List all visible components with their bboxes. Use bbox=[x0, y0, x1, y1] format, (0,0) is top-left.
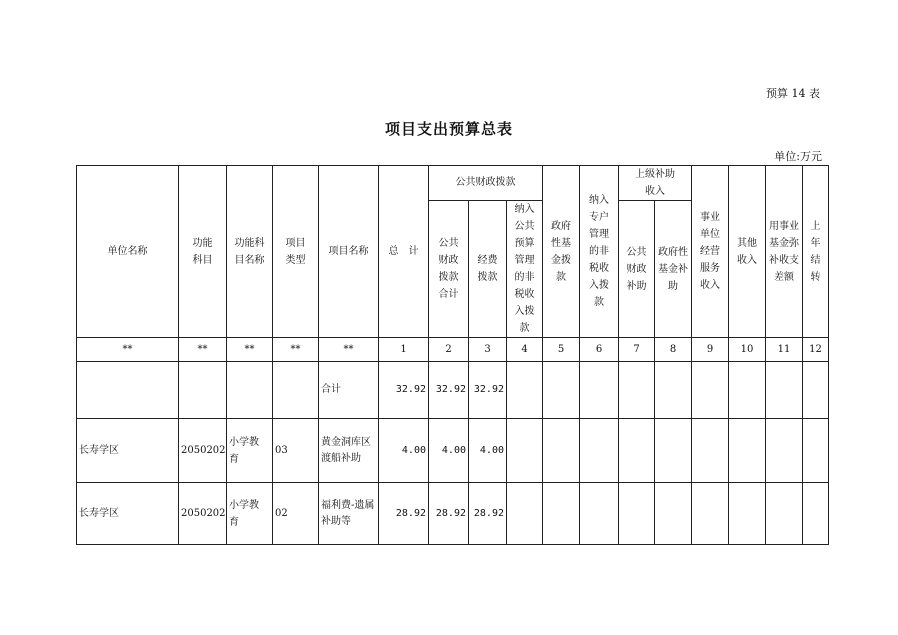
cell-func-name: 小学教育 bbox=[227, 483, 273, 545]
unit-label: 单位:万元 bbox=[774, 150, 822, 163]
header-proj-name: 项目名称 bbox=[319, 166, 379, 338]
header-gov-fund: 政府性基金拨款 bbox=[543, 166, 580, 338]
header-func-code: 功能科目 bbox=[179, 166, 227, 338]
seq-cell: 3 bbox=[469, 338, 507, 362]
cell-unit: 长寿学区 bbox=[77, 483, 179, 545]
cell-code bbox=[179, 362, 227, 419]
cell-name: 合计 bbox=[319, 362, 379, 419]
header-public-finance: 公共财政拨款 bbox=[429, 166, 543, 201]
header-public-fin-subsidy: 公共财政补助 bbox=[619, 201, 655, 338]
cell-code: 2050202 bbox=[179, 419, 227, 483]
cell-pf-total: 32.92 bbox=[429, 362, 469, 419]
table-code-label: 预算 14 表 bbox=[766, 87, 820, 100]
cell-unit bbox=[77, 362, 179, 419]
budget-table bbox=[76, 165, 829, 545]
seq-cell: 7 bbox=[619, 338, 655, 362]
cell-funding: 28.92 bbox=[469, 483, 507, 545]
seq-cell: 9 bbox=[692, 338, 729, 362]
header-superior-subsidy: 上级补助收入 bbox=[619, 166, 692, 201]
seq-cell: 11 bbox=[766, 338, 803, 362]
header-row-1 bbox=[77, 166, 829, 201]
seq-cell: 12 bbox=[803, 338, 829, 362]
header-unit-name: 单位名称 bbox=[77, 166, 179, 338]
cell-type: 03 bbox=[273, 419, 319, 483]
seq-cell: ** bbox=[319, 338, 379, 362]
seq-cell: ** bbox=[227, 338, 273, 362]
cell-total: 28.92 bbox=[379, 483, 429, 545]
cell-funding: 4.00 bbox=[469, 419, 507, 483]
header-proj-type: 项目类型 bbox=[273, 166, 319, 338]
header-last-year: 上年结转 bbox=[803, 166, 829, 338]
cell-type bbox=[273, 362, 319, 419]
cell-total: 32.92 bbox=[379, 362, 429, 419]
header-funding: 经费拨款 bbox=[469, 201, 507, 338]
cell-name: 福利费-遗属补助等 bbox=[319, 483, 379, 545]
cell-unit: 长寿学区 bbox=[77, 419, 179, 483]
page-title: 项目支出预算总表 bbox=[384, 120, 513, 138]
header-public-finance-total: 公共财政拨款合计 bbox=[429, 201, 469, 338]
seq-cell: 1 bbox=[379, 338, 429, 362]
cell-func-name: 小学教育 bbox=[227, 419, 273, 483]
header-gov-fund-subsidy: 政府性基金补助 bbox=[655, 201, 692, 338]
header-special-mgmt-nontax: 纳入专户管理的非税收入拨款 bbox=[580, 166, 619, 338]
header-special-nontax: 纳入公共预算管理的非税收入拨款 bbox=[507, 201, 543, 338]
cell-type: 02 bbox=[273, 483, 319, 545]
header-other-income: 其他收入 bbox=[729, 166, 766, 338]
cell-name: 黄金洞库区渡船补助 bbox=[319, 419, 379, 483]
cell-total: 4.00 bbox=[379, 419, 429, 483]
table-row bbox=[77, 483, 829, 545]
table-row bbox=[77, 419, 829, 483]
header-func-name: 功能科目名称 bbox=[227, 166, 273, 338]
header-total: 总 计 bbox=[379, 166, 429, 338]
header-institution-income: 事业单位经营服务收入 bbox=[692, 166, 729, 338]
cell-func-name bbox=[227, 362, 273, 419]
seq-cell: ** bbox=[179, 338, 227, 362]
cell-funding: 32.92 bbox=[469, 362, 507, 419]
header-reserve-fund: 用事业基金弥补收支差额 bbox=[766, 166, 803, 338]
seq-cell: 6 bbox=[580, 338, 619, 362]
cell-pf-total: 4.00 bbox=[429, 419, 469, 483]
cell-pf-total: 28.92 bbox=[429, 483, 469, 545]
seq-cell: ** bbox=[77, 338, 179, 362]
seq-cell: 8 bbox=[655, 338, 692, 362]
seq-cell: 10 bbox=[729, 338, 766, 362]
seq-cell: 4 bbox=[507, 338, 543, 362]
seq-cell: 2 bbox=[429, 338, 469, 362]
sequence-row bbox=[77, 338, 829, 362]
seq-cell: 5 bbox=[543, 338, 580, 362]
cell-code: 2050202 bbox=[179, 483, 227, 545]
seq-cell: ** bbox=[273, 338, 319, 362]
table-row-total bbox=[77, 362, 829, 419]
